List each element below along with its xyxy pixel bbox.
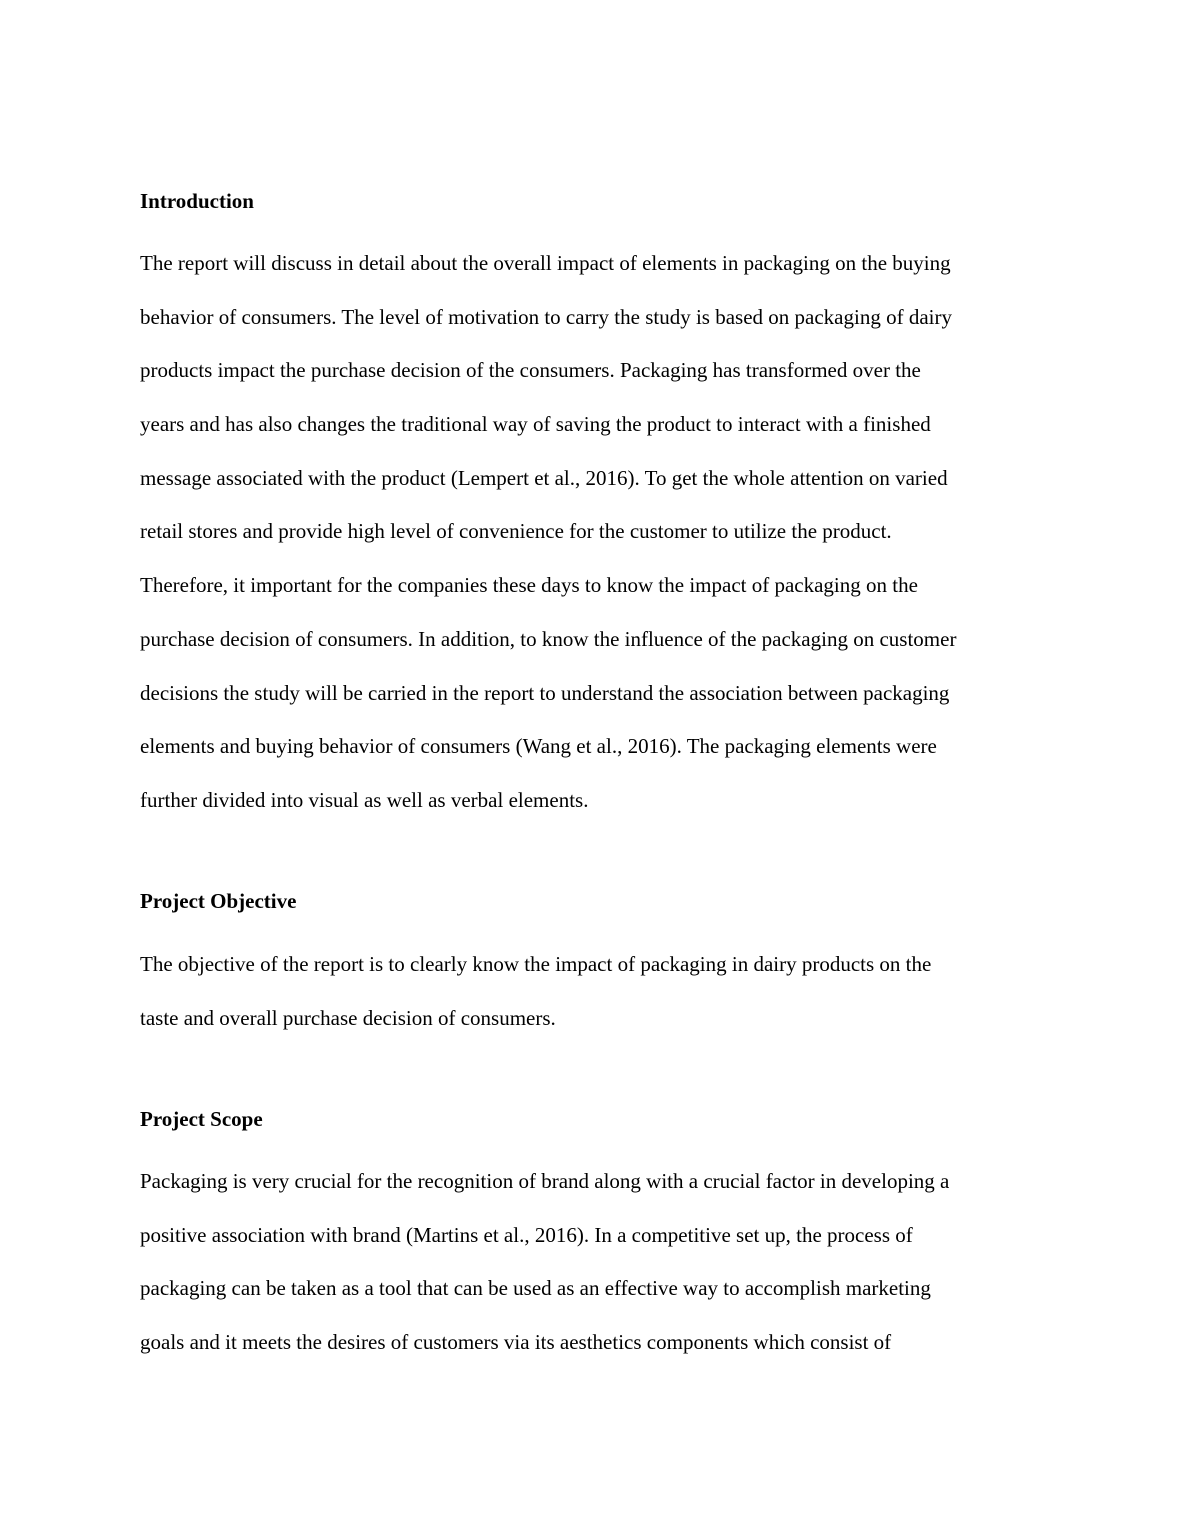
text-line: message associated with the product (Lempert et al., 2016). To get the whole attention on varied: [140, 465, 948, 490]
text-line: goals and it meets the desires of customers via its aesthetics components which consist of: [140, 1330, 892, 1355]
text-line: decisions the study will be carried in the report to understand the association between packaging: [140, 680, 950, 705]
text-line: retail stores and provide high level of convenience for the customer to utilize the product.: [140, 519, 892, 544]
section-heading-project-objective: Project Objective: [140, 889, 297, 913]
section-body-project-scope: [140, 1155, 1060, 1370]
text-line: The report will discuss in detail about the overall impact of elements in packaging on the buying: [140, 251, 951, 275]
text-line: behavior of consumers. The level of motivation to carry the study is based on packaging of dairy: [140, 304, 952, 329]
section-heading-introduction: Introduction: [140, 189, 254, 213]
text-line: products impact the purchase decision of the consumers. Packaging has transformed over the: [140, 358, 921, 383]
text-line: purchase decision of consumers. In addition, to know the influence of the packaging on customer: [140, 626, 957, 651]
text-line: packaging can be taken as a tool that can be used as an effective way to accomplish marketing: [140, 1276, 931, 1301]
section-heading-project-scope: Project Scope: [140, 1107, 263, 1131]
section-body-project-objective: [140, 938, 1060, 1045]
text-line: years and has also changes the traditional way of saving the product to interact with a finished: [140, 412, 931, 437]
text-line: taste and overall purchase decision of consumers.: [140, 1005, 556, 1030]
text-line: positive association with brand (Martins et al., 2016). In a competitive set up, the process of: [140, 1222, 913, 1247]
text-line: further divided into visual as well as verbal elements.: [140, 787, 589, 812]
text-line: Therefore, it important for the companies these days to know the impact of packaging on the: [140, 573, 918, 598]
text-line: The objective of the report is to clearly know the impact of packaging in dairy products on the: [140, 952, 932, 976]
text-line: elements and buying behavior of consumers (Wang et al., 2016). The packaging elements were: [140, 734, 937, 759]
section-body-introduction: [140, 237, 1060, 828]
text-line: Packaging is very crucial for the recognition of brand along with a crucial factor in developing a: [140, 1169, 950, 1193]
